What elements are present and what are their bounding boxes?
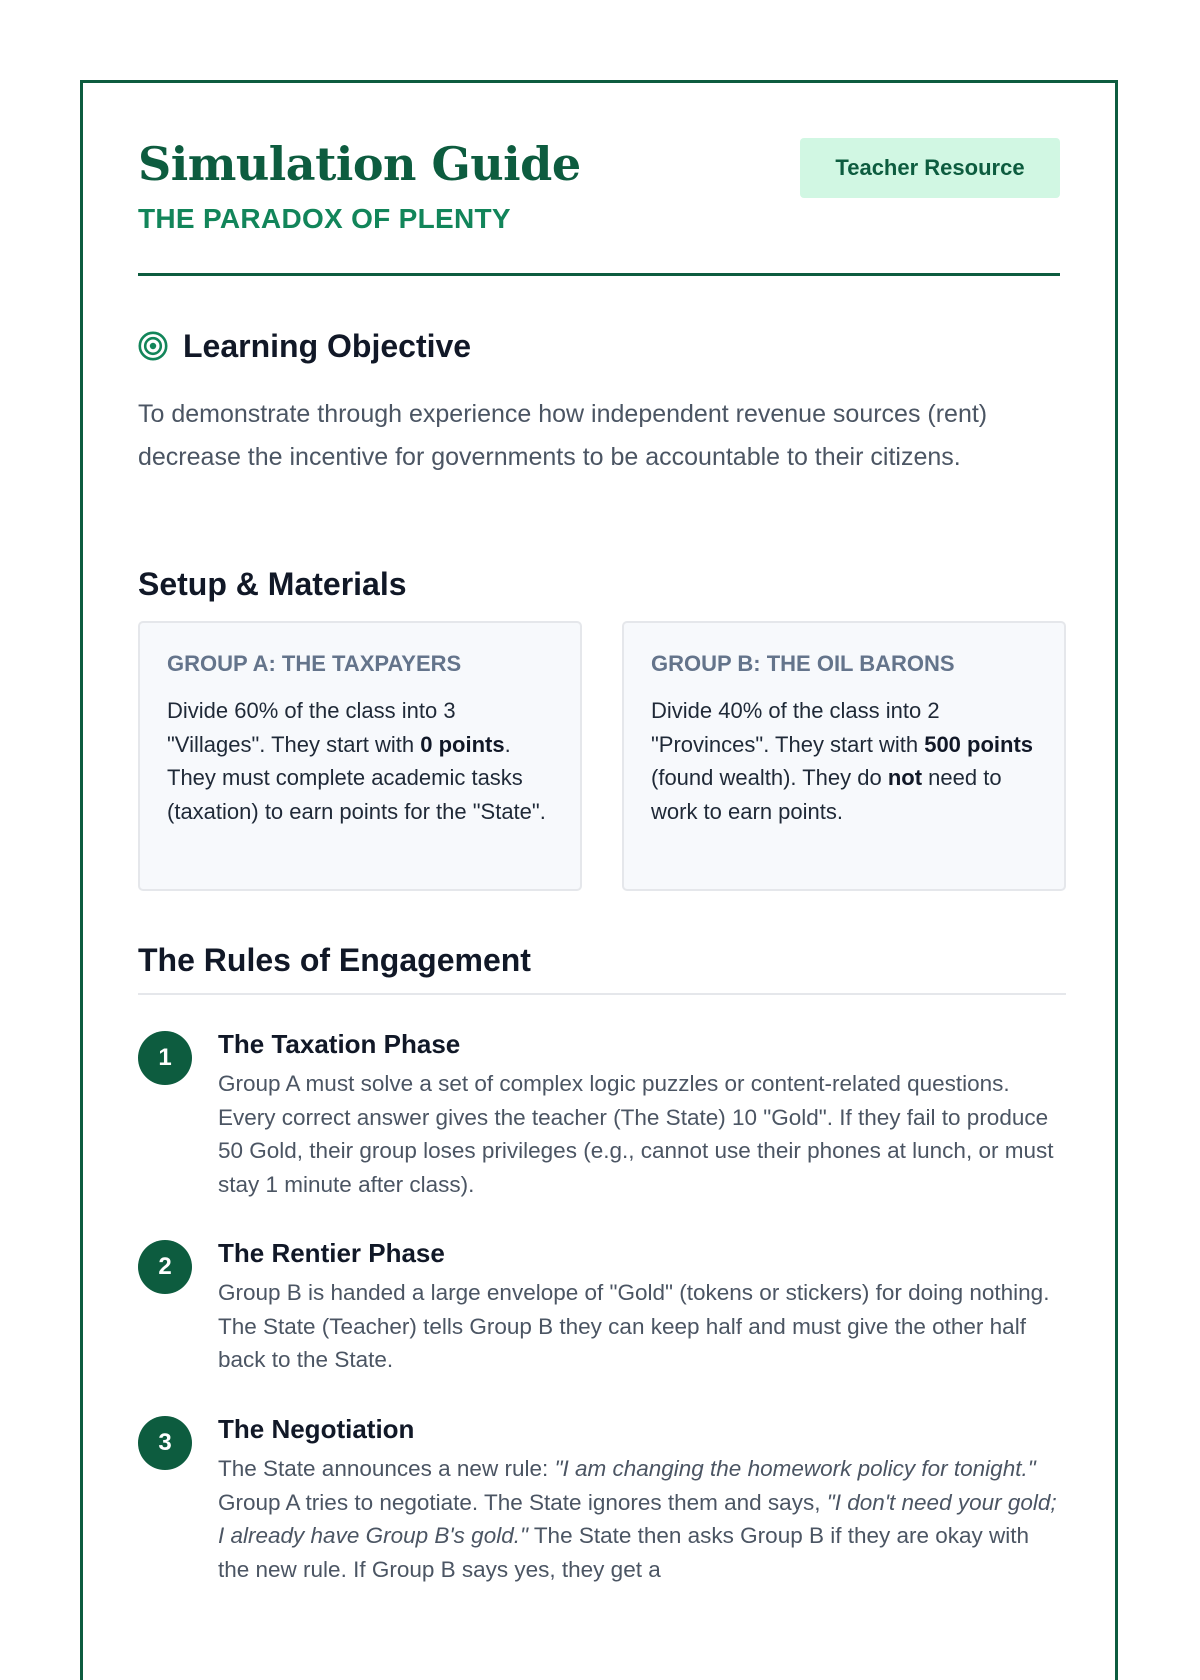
rule-number-badge: 2 [138,1240,192,1294]
page-title: Simulation Guide [138,137,581,191]
group-a-title: GROUP A: THE TAXPAYERS [167,651,462,676]
rules-title: The Rules of Engagement [138,942,531,978]
rule-body [218,1416,1066,1586]
setup-heading: Setup & Materials [138,566,407,602]
rule-title: The Negotiation [218,1414,415,1444]
rule-text: Group A must solve a set of complex logic puzzles or content-related questions. Every correct answer gives the teacher (The State) 10 "Gold". If they fail to produce 50 Gold, their group loses privileges (e.g., cannot use their phones at lunch, or must stay 1 minute after class). [218,1071,1054,1197]
rule-text: The State announces a new rule: "I am changing the homework policy for tonight." Group A tries to negotiate. The State ignores them and says, "I don't need your gold; I already have Group B's gold." The State then asks Group B if they are okay with the new rule. If Group B says yes, they get a [218,1456,1057,1582]
rule-title: The Taxation Phase [218,1029,461,1059]
learning-objective-text: To demonstrate through experience how independent revenue sources (rent) decrease the incentive for governments to be accountable to their citizens. [138,400,988,471]
guide-sheet [80,80,1118,1680]
page-header [138,83,1060,276]
rule-text: Group B is handed a large envelope of "Gold" (tokens or stickers) for doing nothing. The State (Teacher) tells Group B they can keep half and must give the other half back to the State. [218,1280,1050,1372]
rule-body [218,1240,1066,1377]
teacher-resource-badge: Teacher Resource [800,138,1060,198]
group-b-card [622,621,1066,891]
rule-number-badge: 1 [138,1031,192,1085]
group-b-title: GROUP B: THE OIL BARONS [651,651,955,676]
rules-heading [138,942,1066,995]
learning-objective-title: Learning Objective [183,328,472,364]
group-a-card [138,621,582,891]
learning-objective-heading [138,330,471,362]
page-subtitle: THE PARADOX OF PLENTY [138,203,511,234]
rule-number-badge: 3 [138,1416,192,1470]
rule-body [218,1031,1066,1201]
rule-title: The Rentier Phase [218,1238,445,1268]
group-b-text: Divide 40% of the class into 2 "Provinces". They start with 500 points (found wealth). They do not need to work to earn points. [651,698,1034,824]
group-a-text: Divide 60% of the class into 3 "Villages". They start with 0 points. They must complete academic tasks (taxation) to earn points for the "State". [167,698,546,824]
guide-content [138,83,1060,1582]
target-icon [138,331,168,361]
